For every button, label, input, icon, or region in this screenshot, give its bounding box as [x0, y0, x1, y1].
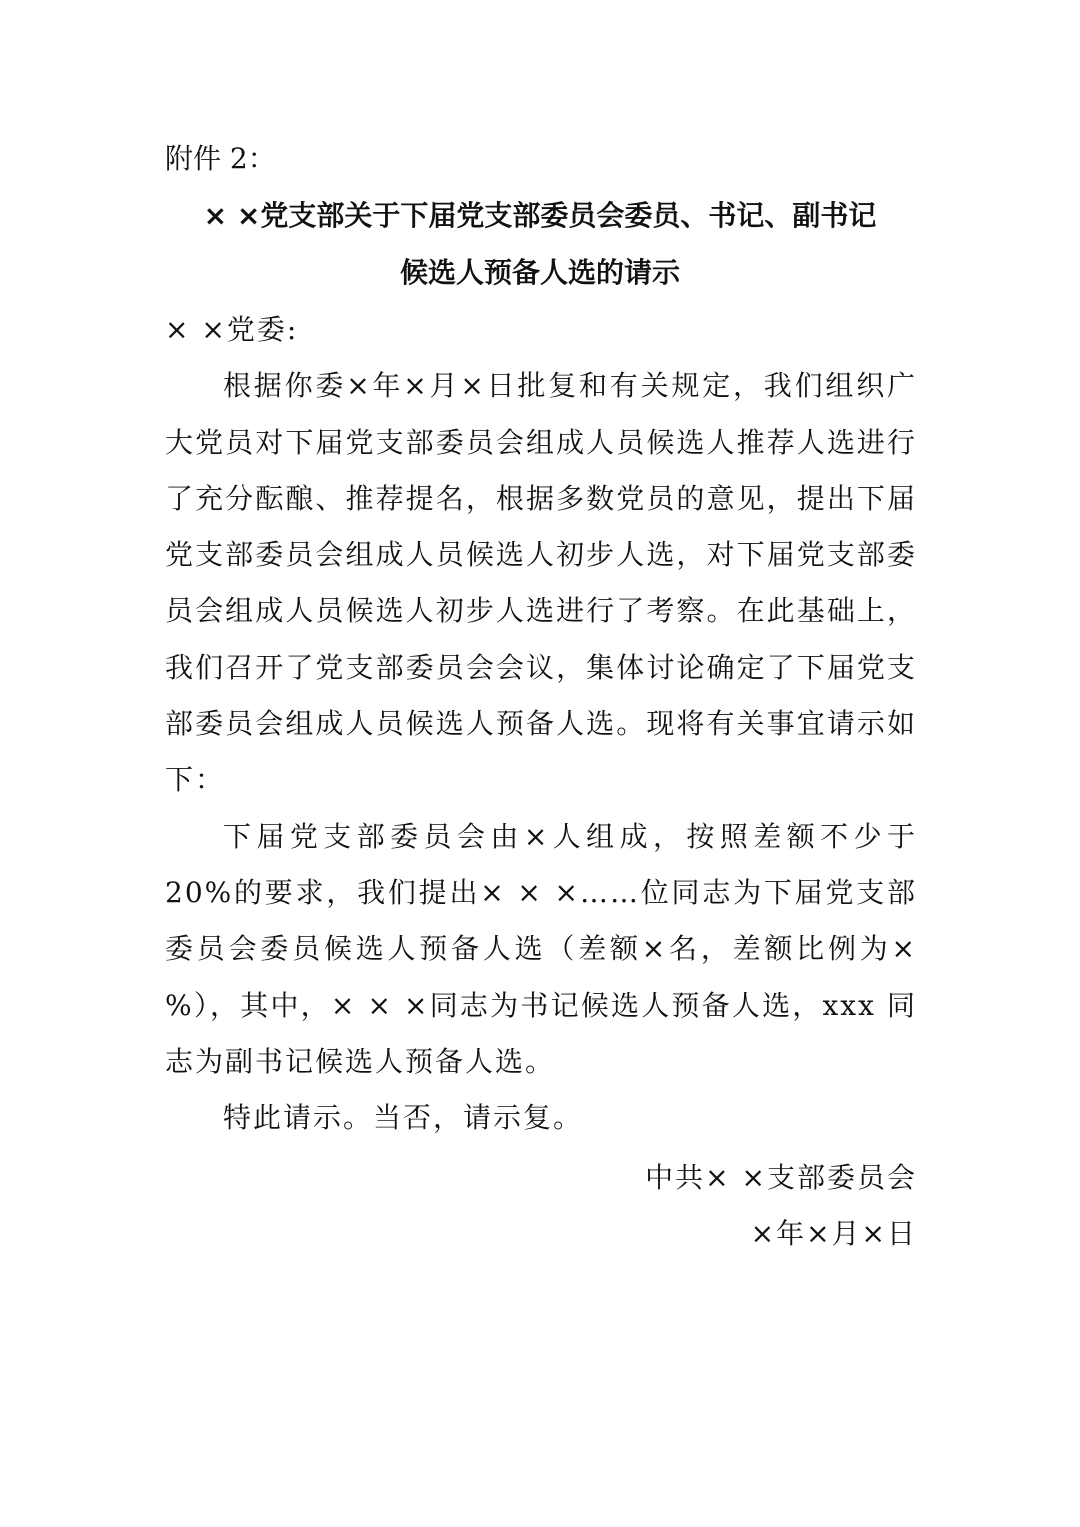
body-paragraph-1: 根据你委×年×月×日批复和有关规定，我们组织广大党员对下届党支部委员会组成人员候选人推荐人选进行了充分酝酿、推荐提名，根据多数党员的意见，提出下届党支部委员会组成人员候选人初步人选，对下届党支部委员会组成人员候选人初步人选进行了考察。在此基础上，我们召开了党支部委员会会议，集体讨论确定了下届党支部委员会组成人员候选人预备人选。现将有关事宜请示如下：: [165, 369, 917, 797]
body-paragraph-2: 下届党支部委员会由×人组成，按照差额不少于 20%的要求，我们提出× × ×……位同志为下届党支部委员会委员候选人预备人选（差额×名，差额比例为× %），其中，× × ×同志为书记候选人预备人选，xxx 同志为副书记候选人预备人选。: [165, 819, 917, 1078]
closing-paragraph: 特此请示。当否，请示复。: [223, 1101, 584, 1135]
document-title-line-1: × ×党支部关于下届党支部委员会委员、书记、副书记: [203, 199, 877, 232]
signature-organization: 中共× ×支部委员会: [645, 1161, 917, 1194]
document-title-line-2: 候选人预备人选的请示: [399, 256, 680, 289]
recipient-line: × ×党委:: [165, 313, 299, 346]
signature-date: ×年×月×日: [750, 1217, 917, 1250]
document-body: [165, 302, 917, 1146]
attachment-label: 附件 2：: [165, 142, 276, 175]
